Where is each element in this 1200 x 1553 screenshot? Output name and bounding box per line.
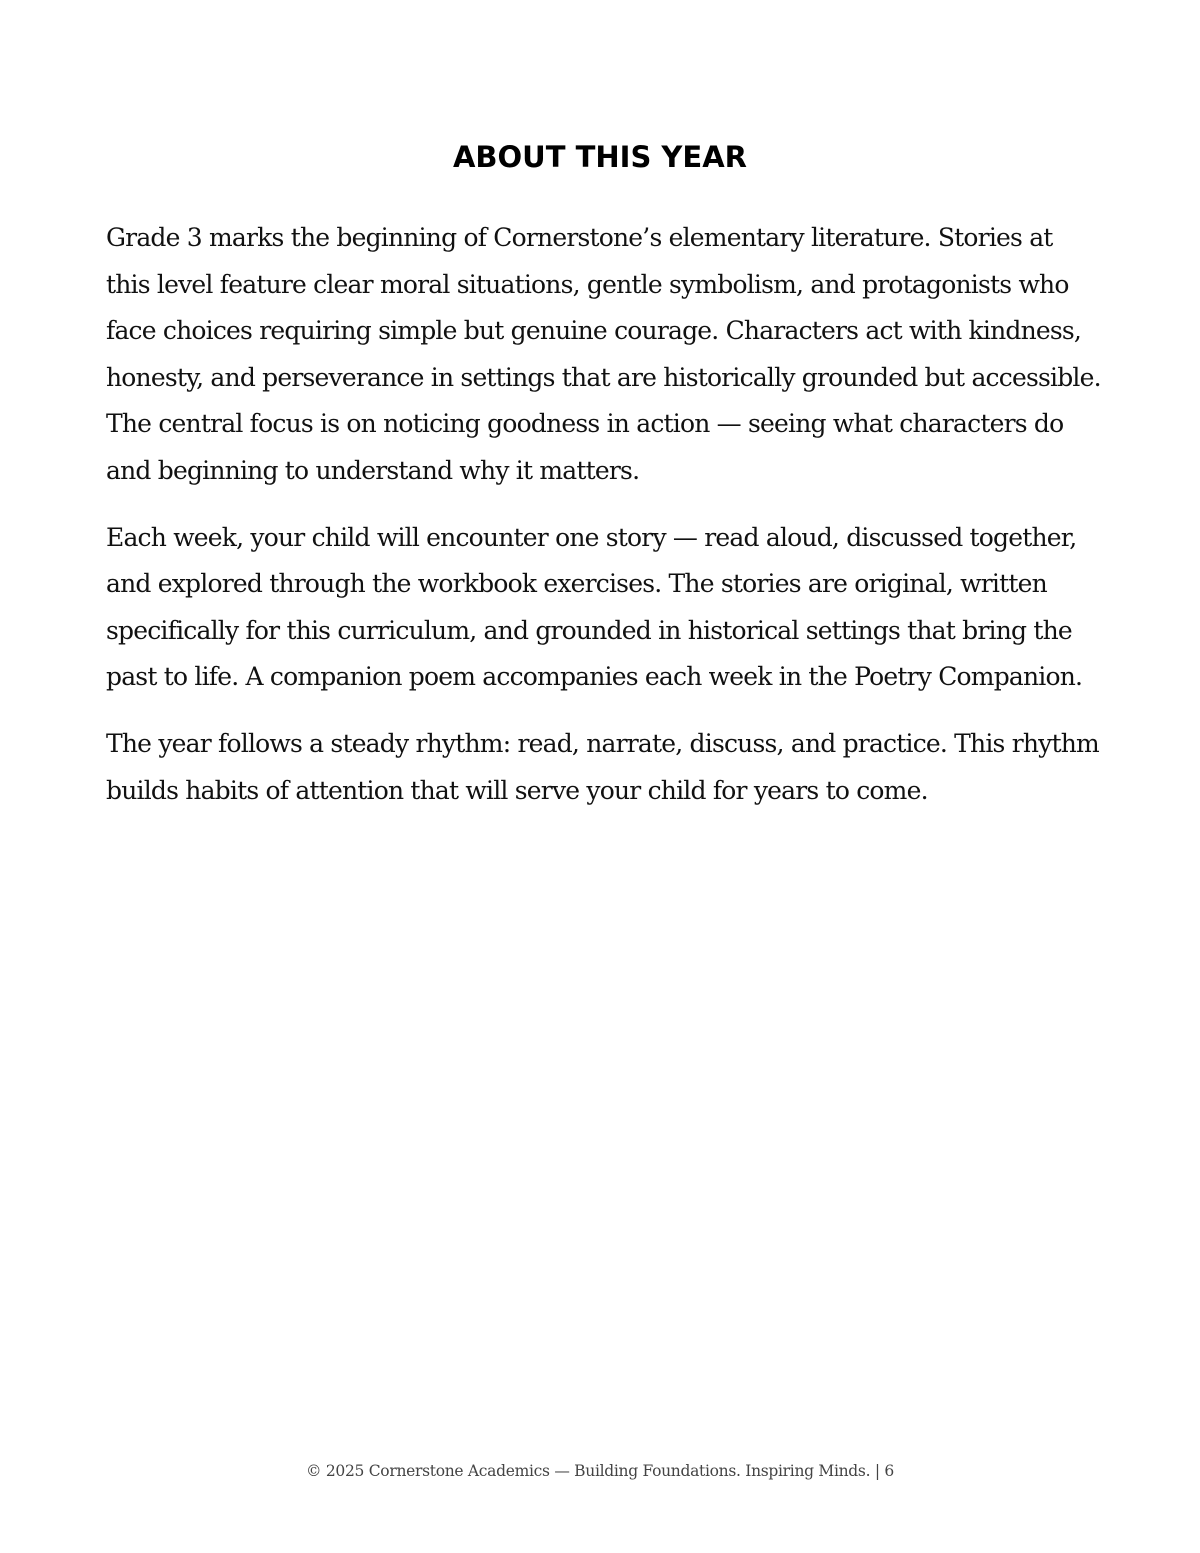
page-title: ABOUT THIS YEAR [452,140,748,174]
page-footer: © 2025 Cornerstone Academics — Building Foundations. Inspiring Minds. | 6 [306,1462,894,1480]
paragraph-2: Each week, your child will encounter one story — read aloud, discussed together, and explored through the workbook exercises. The stories are original, written specifically for this curriculum, and grounded in historical settings that bring the past to life. A companion poem accompanies each week in the Poetry Companion. [106,522,1083,692]
body-text [106,215,1101,834]
paragraph-3: The year follows a steady rhythm: read, narrate, discuss, and practice. This rhythm builds habits of attention that will serve your child for years to come. [106,728,1099,805]
paragraph-1: Grade 3 marks the beginning of Cornerstone’s elementary literature. Stories at this level feature clear moral situations, gentle symbolism, and protagonists who face choices requiring simple but genuine courage. Characters act with kindness, honesty, and perseverance in settings that are historically grounded but accessible. The central focus is on noticing goodness in action — seeing what characters do and beginning to understand why it matters. [106,223,1101,485]
